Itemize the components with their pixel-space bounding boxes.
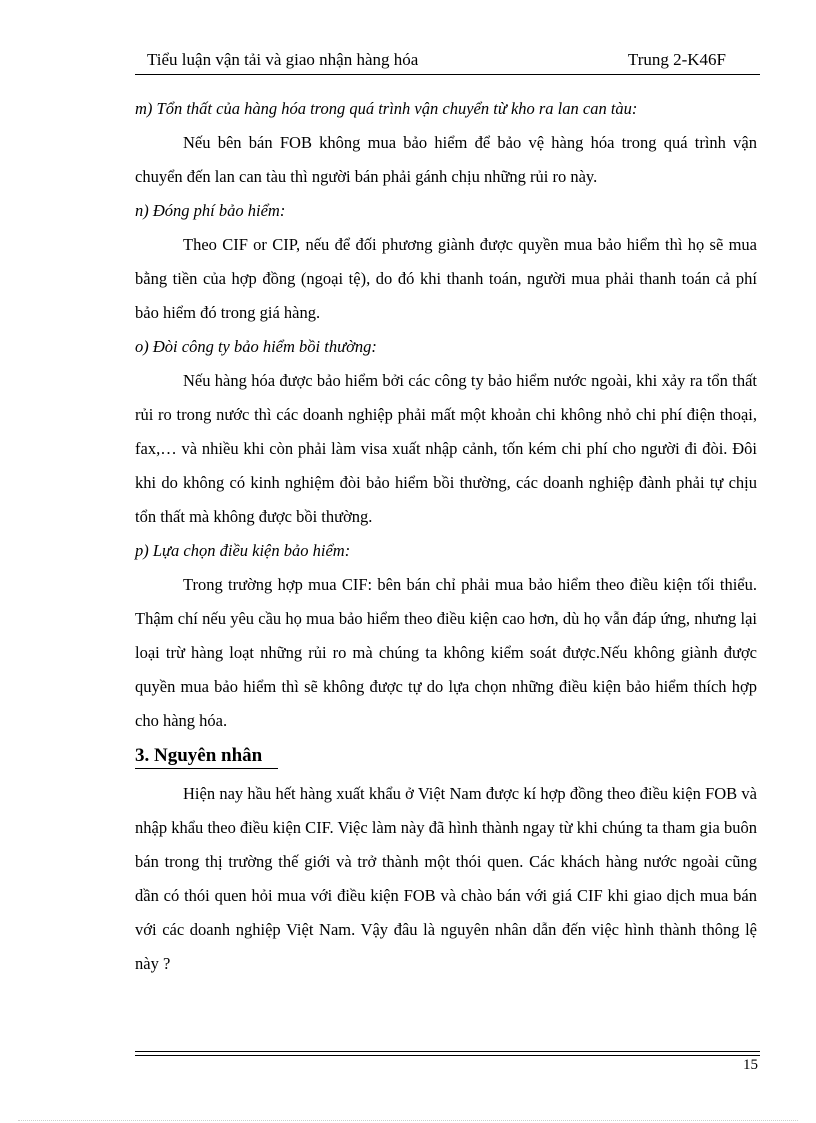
footer-rule-bottom	[135, 1055, 760, 1056]
paragraph-o: Nếu hàng hóa được bảo hiểm bởi các công ty bảo hiểm nước ngoài, khi xảy ra tổn thất rủi ro trong nước thì các doanh nghiệp phải mất một khoản chi không nhỏ chi phí điện thoại, fax,… và nhiều khi còn phải làm visa xuất nhập cảnh, tốn kém chi phí cho người đi đòi. Đôi khi do không có kinh nghiệm đòi bảo hiểm bồi thường, các doanh nghiệp đành phải tự chịu tổn thất mà không được bồi thường.	[135, 371, 757, 526]
footer-rule-top	[135, 1051, 760, 1052]
subheading-p: p) Lựa chọn điều kiện bảo hiểm:	[135, 541, 351, 560]
header-author: Trung 2-K46F	[627, 50, 726, 69]
paragraph-p: Trong trường hợp mua CIF: bên bán chỉ phải mua bảo hiểm theo điều kiện tối thiểu. Thậm chí nếu yêu cầu họ mua bảo hiểm theo điều kiện cao hơn, dù họ vẫn đáp ứng, nhưng lại loại trừ hàng loạt những rủi ro mà chúng ta không kiểm soát được.Nếu không giành được quyền mua bảo hiểm thì sẽ không được tự do lựa chọn những điều kiện bảo hiểm thích hợp cho hàng hóa.	[135, 575, 757, 730]
subheading-o: o) Đòi công ty bảo hiểm bồi thường:	[135, 337, 377, 356]
page-number: 15	[743, 1057, 758, 1073]
document-body	[135, 92, 757, 981]
page-header	[135, 48, 760, 75]
subheading-n: n) Đóng phí bảo hiểm:	[135, 201, 286, 220]
page-edge-divider	[18, 1120, 798, 1121]
paragraph-m: Nếu bên bán FOB không mua bảo hiểm để bảo vệ hàng hóa trong quá trình vận chuyển đến lan can tàu thì người bán phải gánh chịu những rủi ro này.	[135, 133, 757, 186]
header-title: Tiểu luận vận tải và giao nhận hàng hóa	[147, 50, 419, 69]
section-paragraph: Hiện nay hầu hết hàng xuất khẩu ở Việt Nam được kí hợp đồng theo điều kiện FOB và nhập khẩu theo điều kiện CIF. Việc làm này đã hình thành ngay từ khi chúng ta tham gia buôn bán trong thị trường thế giới và trở thành một thói quen. Các khách hàng nước ngoài cũng dần có thói quen hỏi mua với điều kiện FOB và chào bán với giá CIF khi giao dịch mua bán với các doanh nghiệp Việt Nam. Vậy đâu là nguyên nhân dẫn đến việc hình thành thông lệ này ?	[135, 784, 757, 973]
section-title: 3. Nguyên nhân	[135, 744, 278, 769]
paragraph-n: Theo CIF or CIP, nếu để đối phương giành được quyền mua bảo hiểm thì họ sẽ mua bằng tiền của hợp đồng (ngoại tệ), do đó khi thanh toán, người mua phải thanh toán cả phí bảo hiểm đó trong giá hàng.	[135, 235, 757, 322]
subheading-m: m) Tổn thất của hàng hóa trong quá trình vận chuyển từ kho ra lan can tàu:	[135, 99, 638, 118]
